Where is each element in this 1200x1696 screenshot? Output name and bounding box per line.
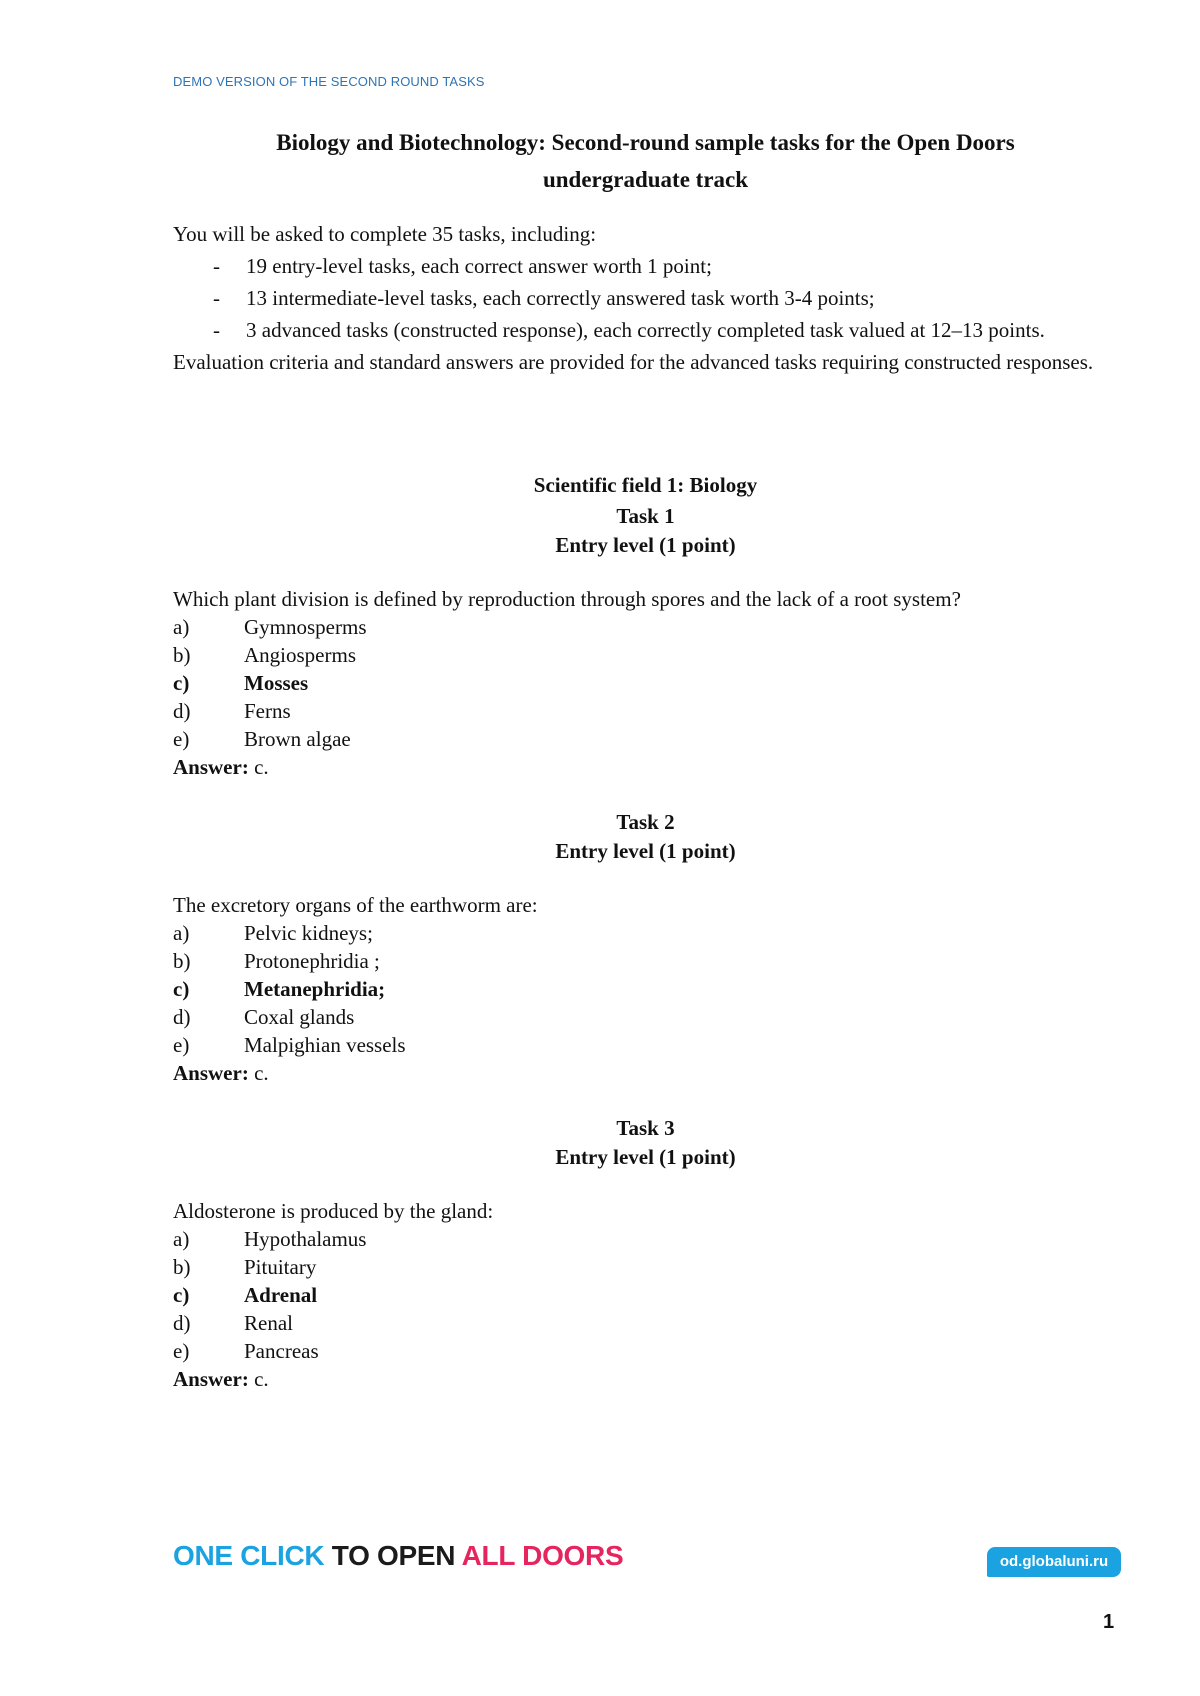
option-text: Pituitary	[244, 1255, 317, 1279]
list-item-text: 3 advanced tasks (constructed response), each correctly completed task valued at 12–13 points.	[246, 318, 1045, 342]
correct-answer-option	[173, 1281, 1121, 1309]
option-letter: e)	[173, 1033, 190, 1057]
dash-bullet: -	[213, 318, 220, 342]
answer-option	[173, 641, 1121, 669]
task-block-3	[173, 1114, 1121, 1393]
page-number: 1	[1103, 1611, 1115, 1633]
answer-value: c.	[248, 755, 269, 779]
intro-section	[173, 218, 1121, 378]
document-title	[173, 124, 1118, 198]
option-text: Pancreas	[244, 1339, 319, 1363]
option-letter: c)	[173, 977, 190, 1001]
task-level: Entry level (1 point)	[555, 1145, 736, 1169]
answer-label: Answer:	[173, 1061, 249, 1085]
option-text: Renal	[244, 1311, 293, 1335]
option-text: Hypothalamus	[244, 1227, 367, 1251]
document-title-line-1: Biology and Biotechnology: Second-round sample tasks for the Open Doors	[276, 130, 1015, 155]
option-text: Malpighian vessels	[244, 1033, 406, 1057]
option-letter: d)	[173, 1311, 191, 1335]
option-text: Angiosperms	[244, 643, 356, 667]
option-letter: b)	[173, 643, 191, 667]
dash-bullet: -	[213, 286, 220, 310]
option-text: Coxal glands	[244, 1005, 355, 1029]
answer-option	[173, 1253, 1121, 1281]
option-text: Brown algae	[244, 727, 351, 751]
option-text: Pelvic kidneys;	[244, 921, 373, 945]
running-header: DEMO VERSION OF THE SECOND ROUND TASKS	[173, 74, 485, 89]
answer-value: c.	[248, 1367, 269, 1391]
footer-slogan	[173, 1540, 623, 1572]
answer-option	[173, 725, 1121, 753]
answer-label: Answer:	[173, 755, 249, 779]
option-letter: c)	[173, 671, 190, 695]
answer-line	[173, 1365, 1121, 1393]
list-item	[173, 314, 1121, 346]
option-letter: a)	[173, 921, 190, 945]
answer-option	[173, 1309, 1121, 1337]
list-item-text: 19 entry-level tasks, each correct answer worth 1 point;	[246, 254, 712, 278]
slogan-part-all-doors: ALL DOORS	[461, 1540, 624, 1571]
option-letter: c)	[173, 1283, 190, 1307]
answer-option	[173, 1003, 1121, 1031]
list-item	[173, 282, 1121, 314]
question-text: The excretory organs of the earthworm are:	[173, 893, 538, 917]
task-level: Entry level (1 point)	[555, 839, 736, 863]
dash-bullet: -	[213, 254, 220, 278]
task-level: Entry level (1 point)	[555, 533, 736, 557]
answer-line	[173, 753, 1121, 781]
answer-option	[173, 1031, 1121, 1059]
option-letter: d)	[173, 1005, 191, 1029]
answer-value: c.	[248, 1061, 269, 1085]
list-item-text: 13 intermediate-level tasks, each correctly answered task worth 3-4 points;	[246, 286, 875, 310]
option-text: Protonephridia ;	[244, 949, 380, 973]
answer-line	[173, 1059, 1121, 1087]
answer-option	[173, 919, 1121, 947]
task-title: Task 1	[616, 504, 675, 528]
option-letter: d)	[173, 699, 191, 723]
task-title: Task 3	[616, 1116, 675, 1140]
task-title: Task 2	[616, 810, 675, 834]
intro-note: Evaluation criteria and standard answers are provided for the advanced tasks requiring constructed responses.	[173, 350, 1094, 374]
option-letter: a)	[173, 1227, 190, 1251]
option-text: Ferns	[244, 699, 291, 723]
answer-option	[173, 1337, 1121, 1365]
option-letter: a)	[173, 615, 190, 639]
task-block-2	[173, 808, 1121, 1087]
answer-option	[173, 1225, 1121, 1253]
answer-option	[173, 697, 1121, 725]
option-text: Mosses	[244, 671, 309, 695]
question-text: Which plant division is defined by reproduction through spores and the lack of a root system?	[173, 587, 961, 611]
slogan-part-one-click: ONE CLICK	[173, 1540, 325, 1571]
option-letter: b)	[173, 949, 191, 973]
answer-label: Answer:	[173, 1367, 249, 1391]
answer-option	[173, 613, 1121, 641]
answer-option	[173, 947, 1121, 975]
option-letter: e)	[173, 727, 190, 751]
option-letter: b)	[173, 1255, 191, 1279]
task-block-1	[173, 502, 1121, 781]
option-text: Adrenal	[244, 1283, 318, 1307]
option-text: Metanephridia;	[244, 977, 386, 1001]
section-heading: Scientific field 1: Biology	[533, 473, 758, 497]
correct-answer-option	[173, 669, 1121, 697]
site-url-badge[interactable]: od.globaluni.ru	[987, 1547, 1121, 1577]
correct-answer-option	[173, 975, 1121, 1003]
document-title-line-2: undergraduate track	[542, 167, 749, 192]
list-item	[173, 250, 1121, 282]
slogan-part-to-open: TO OPEN	[324, 1540, 462, 1571]
task-count-list	[173, 250, 1121, 346]
option-text: Gymnosperms	[244, 615, 367, 639]
question-text: Aldosterone is produced by the gland:	[173, 1199, 494, 1223]
intro-lead: You will be asked to complete 35 tasks, including:	[173, 222, 597, 246]
option-letter: e)	[173, 1339, 190, 1363]
